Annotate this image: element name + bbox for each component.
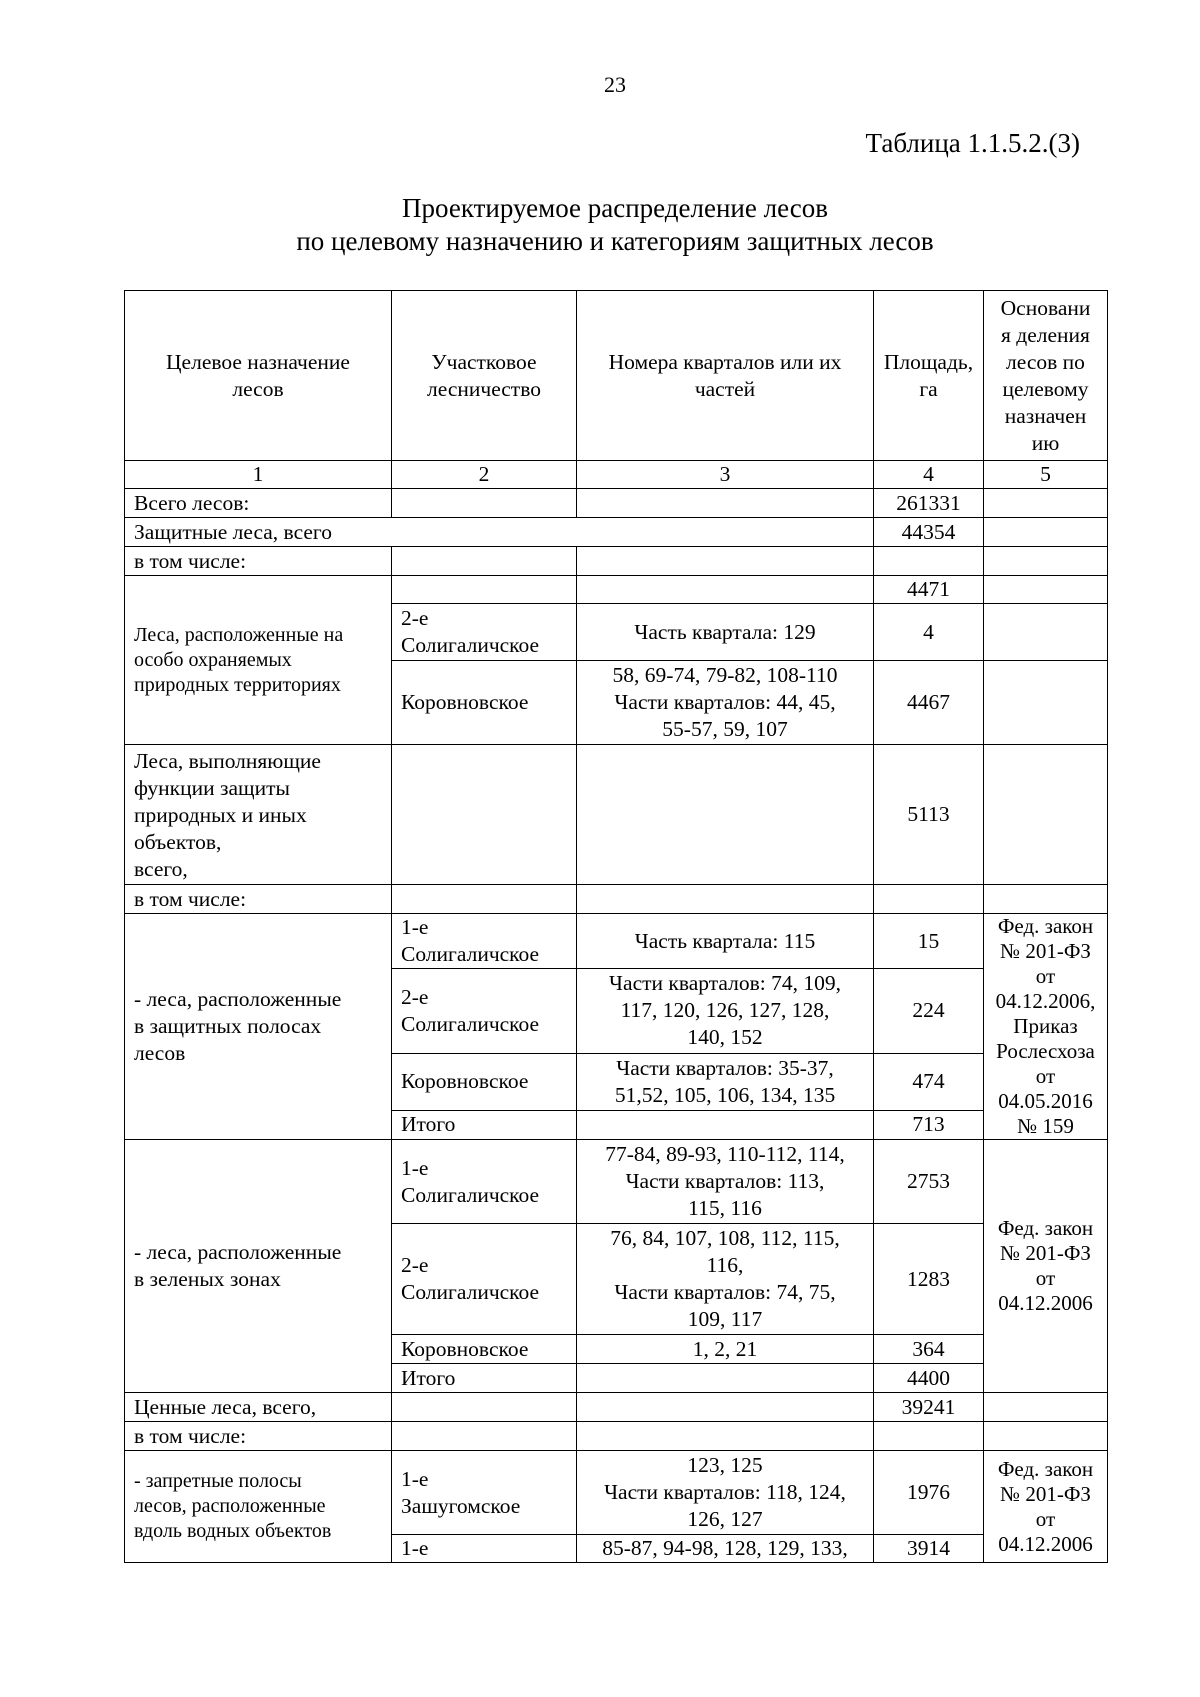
row-label: Защитные леса, всего bbox=[125, 518, 874, 547]
table-row-strips bbox=[125, 914, 1108, 969]
blocks-cell: 85-87, 94-98, 128, 129, 133, bbox=[577, 1535, 874, 1563]
table-row-including bbox=[125, 1422, 1108, 1451]
column-number: 3 bbox=[577, 461, 874, 489]
area-value: 4 bbox=[874, 604, 984, 661]
row-label-oopt: Леса, расположенные на особо охраняемых природных территориях bbox=[125, 576, 392, 745]
row-label-functions: Леса, выполняющие функции защиты природных и иных объектов, всего, bbox=[125, 745, 392, 885]
forestry-cell: 1-е Солигаличское bbox=[392, 914, 577, 969]
document-title bbox=[0, 192, 1200, 258]
blocks-cell: Часть квартала: 115 bbox=[577, 914, 874, 969]
forestry-cell: 1-е Зашугомское bbox=[392, 1451, 577, 1535]
header-forestry: Участковое лесничество bbox=[392, 291, 577, 461]
area-value: 713 bbox=[874, 1110, 984, 1139]
basis-cell: Фед. закон № 201-ФЗ от 04.12.2006 bbox=[984, 1140, 1108, 1393]
area-value: 4400 bbox=[874, 1364, 984, 1393]
forestry-cell: Итого bbox=[392, 1364, 577, 1393]
table-row-oopt bbox=[125, 576, 1108, 604]
table-row-functions bbox=[125, 745, 1108, 885]
table-row-valuable bbox=[125, 1393, 1108, 1422]
basis-cell: Фед. закон № 201-ФЗ от 04.12.2006 bbox=[984, 1451, 1108, 1563]
row-label: Ценные леса, всего, bbox=[125, 1393, 392, 1422]
blocks-cell: 58, 69-74, 79-82, 108-110 Части кварталов: 44, 45, 55-57, 59, 107 bbox=[577, 661, 874, 745]
area-value: 4471 bbox=[874, 576, 984, 604]
table-caption: Таблица 1.1.5.2.(3) bbox=[865, 128, 1080, 158]
header-basis: Основани я деления лесов по целевому назначен ию bbox=[984, 291, 1108, 461]
area-value: 1283 bbox=[874, 1224, 984, 1335]
table-row-green bbox=[125, 1140, 1108, 1224]
blocks-cell: Части кварталов: 35-37, 51,52, 105, 106, 134, 135 bbox=[577, 1053, 874, 1110]
forestry-cell: 1-е Солигаличское bbox=[392, 1140, 577, 1224]
area-value: 5113 bbox=[874, 745, 984, 885]
column-number: 5 bbox=[984, 461, 1108, 489]
basis-cell: Фед. закон № 201-ФЗ от 04.12.2006, Приказ Рослесхоза от 04.05.2016 № 159 bbox=[984, 914, 1108, 1140]
area-value: 224 bbox=[874, 969, 984, 1053]
table-row-including bbox=[125, 885, 1108, 914]
forestry-cell: 2-е Солигаличское bbox=[392, 604, 577, 661]
area-value: 15 bbox=[874, 914, 984, 969]
forestry-cell: Коровновское bbox=[392, 1053, 577, 1110]
row-label-green: - леса, расположенные в зеленых зонах bbox=[125, 1140, 392, 1393]
table-row-including bbox=[125, 547, 1108, 576]
header-purpose: Целевое назначение лесов bbox=[125, 291, 392, 461]
column-number: 1 bbox=[125, 461, 392, 489]
area-value: 44354 bbox=[874, 518, 984, 547]
table-row-water bbox=[125, 1451, 1108, 1535]
column-number: 4 bbox=[874, 461, 984, 489]
row-label-strips: - леса, расположенные в защитных полосах лесов bbox=[125, 914, 392, 1140]
row-label: в том числе: bbox=[125, 547, 392, 576]
area-value: 2753 bbox=[874, 1140, 984, 1224]
forest-distribution-table bbox=[124, 290, 1108, 1563]
area-value: 3914 bbox=[874, 1535, 984, 1563]
forestry-cell: Коровновское bbox=[392, 1335, 577, 1364]
forestry-cell: 2-е Солигаличское bbox=[392, 969, 577, 1053]
forestry-cell: Итого bbox=[392, 1110, 577, 1139]
column-numbers-row bbox=[125, 461, 1108, 489]
header-row bbox=[125, 291, 1108, 461]
blocks-cell: 123, 125 Части кварталов: 118, 124, 126, 127 bbox=[577, 1451, 874, 1535]
header-area: Площадь, га bbox=[874, 291, 984, 461]
column-number: 2 bbox=[392, 461, 577, 489]
page-number: 23 bbox=[604, 72, 626, 97]
title-line-1: Проектируемое распределение лесов bbox=[402, 193, 828, 223]
row-label: в том числе: bbox=[125, 885, 392, 914]
forestry-cell: 2-е Солигаличское bbox=[392, 1224, 577, 1335]
forestry-cell: 1-е bbox=[392, 1535, 577, 1563]
row-label: Всего лесов: bbox=[125, 489, 392, 518]
area-value: 364 bbox=[874, 1335, 984, 1364]
title-line-2: по целевому назначению и категориям защитных лесов bbox=[296, 226, 934, 256]
blocks-cell: Части кварталов: 74, 109, 117, 120, 126, 127, 128, 140, 152 bbox=[577, 969, 874, 1053]
header-blocks: Номера кварталов или их частей bbox=[577, 291, 874, 461]
table-row-total bbox=[125, 489, 1108, 518]
blocks-cell: 77-84, 89-93, 110-112, 114, Части кварталов: 113, 115, 116 bbox=[577, 1140, 874, 1224]
forestry-cell: Коровновское bbox=[392, 661, 577, 745]
row-label-water: - запретные полосы лесов, расположенные вдоль водных объектов bbox=[125, 1451, 392, 1563]
blocks-cell: Часть квартала: 129 bbox=[577, 604, 874, 661]
area-value: 39241 bbox=[874, 1393, 984, 1422]
row-label: в том числе: bbox=[125, 1422, 392, 1451]
area-value: 1976 bbox=[874, 1451, 984, 1535]
table-row-protective bbox=[125, 518, 1108, 547]
area-value: 261331 bbox=[874, 489, 984, 518]
blocks-cell: 1, 2, 21 bbox=[577, 1335, 874, 1364]
area-value: 4467 bbox=[874, 661, 984, 745]
blocks-cell: 76, 84, 107, 108, 112, 115, 116, Части кварталов: 74, 75, 109, 117 bbox=[577, 1224, 874, 1335]
area-value: 474 bbox=[874, 1053, 984, 1110]
